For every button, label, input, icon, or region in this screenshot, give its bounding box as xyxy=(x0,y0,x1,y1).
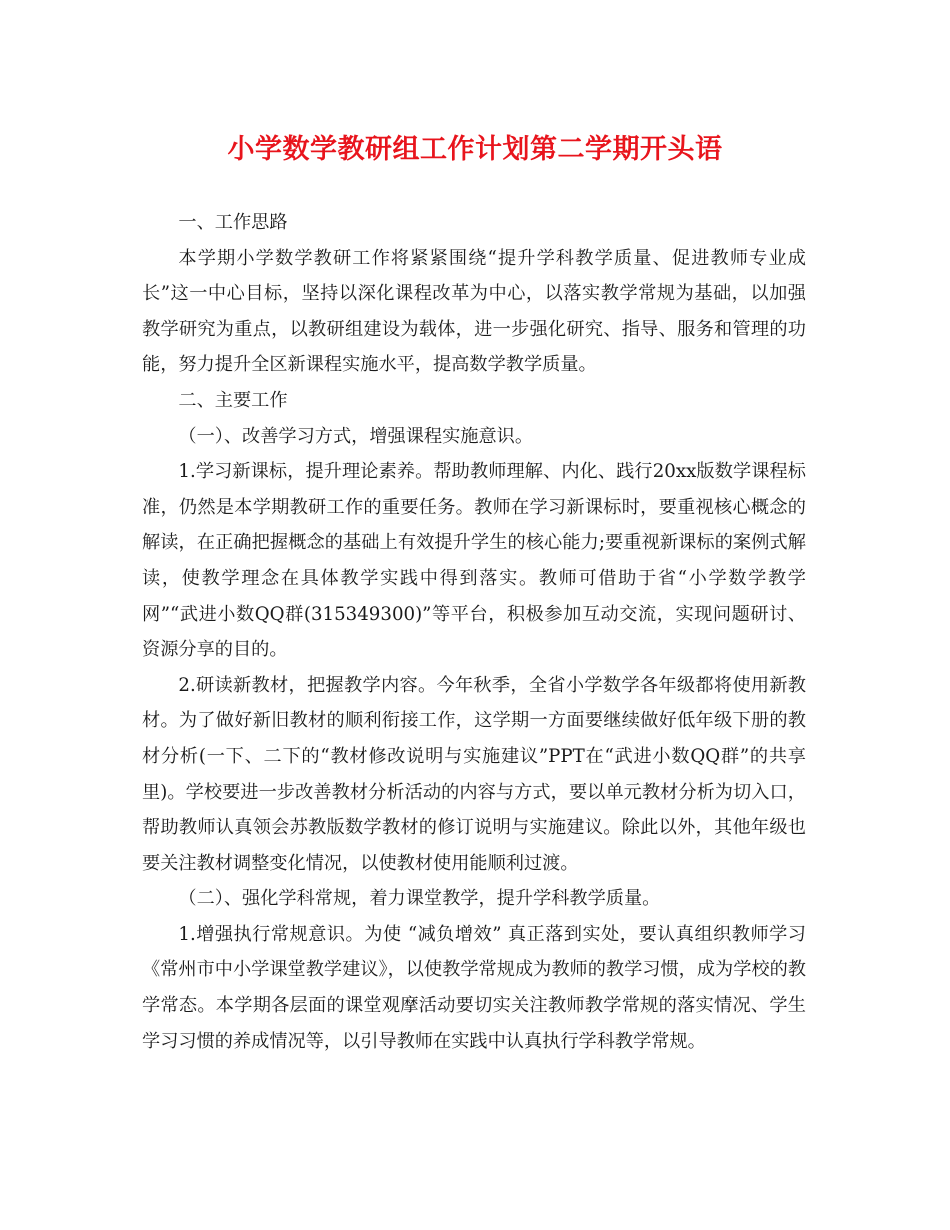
body-paragraph: 1.学习新课标，提升理论素养。帮助教师理解、内化、践行20xx版数学课程标准，仍然是本学期教研工作的重要任务。教师在学习新课标时，要重视核心概念的解读，在正确把握概念的基础上有效提升学生的核心能力;要重视新课标的案例式解读，使教学理念在具体教学实践中得到落实。教师可借助于省“小学数学教学网”“武进小数QQ群(315349300)”等平台，积极参加互动交流，实现问题研讨、资源分享的目的。 xyxy=(142,461,806,661)
body-paragraph: 本学期小学数学教研工作将紧紧围绕“提升学科教学质量、促进教师专业成长”这一中心目标，坚持以深化课程改革为中心，以落实教学常规为基础，以加强教学研究为重点，以教研组建设为载体，进一步强化研究、指导、服务和管理的功能，努力提升全区新课程实施水平，提高数学教学质量。 xyxy=(142,247,806,376)
subsection-heading: （二）、强化学科常规，着力课堂教学，提升学科教学质量。 xyxy=(178,888,661,910)
subsection-heading: （一）、改善学习方式，增强课程实施意识。 xyxy=(178,425,534,447)
body-paragraph: 1.增强执行常规意识。为使 “减负增效” 真正落到实处，要认真组织教师学习《常州市中小学课堂教学建议》，以使教学常规成为教师的教学习惯，成为学校的教学常态。本学期各层面的课堂观摩活动要切实关注教师教学常规的落实情况、学生学习习惯的养成情况等，以引导教师在实践中认真执行学科教学常规。 xyxy=(142,923,806,1052)
document-body xyxy=(142,205,806,1059)
body-paragraph: 2.研读新教材，把握教学内容。今年秋季，全省小学数学各年级都将使用新教材。为了做好新旧教材的顺利衔接工作，这学期一方面要继续做好低年级下册的教材分析(一下、二下的“教材修改说明与实施建议”PPT在“武进小数QQ群”的共享里)。学校要进一步改善教材分析活动的内容与方式，要以单元教材分析为切入口，帮助教师认真领会苏教版数学教材的修订说明与实施建议。除此以外，其他年级也要关注教材调整变化情况，以使教材使用能顺利过渡。 xyxy=(142,674,806,874)
section-heading: 一、工作思路 xyxy=(178,212,288,233)
document-title: 小学数学教研组工作计划第二学期开头语 xyxy=(227,134,723,165)
section-heading: 二、主要工作 xyxy=(178,389,288,411)
